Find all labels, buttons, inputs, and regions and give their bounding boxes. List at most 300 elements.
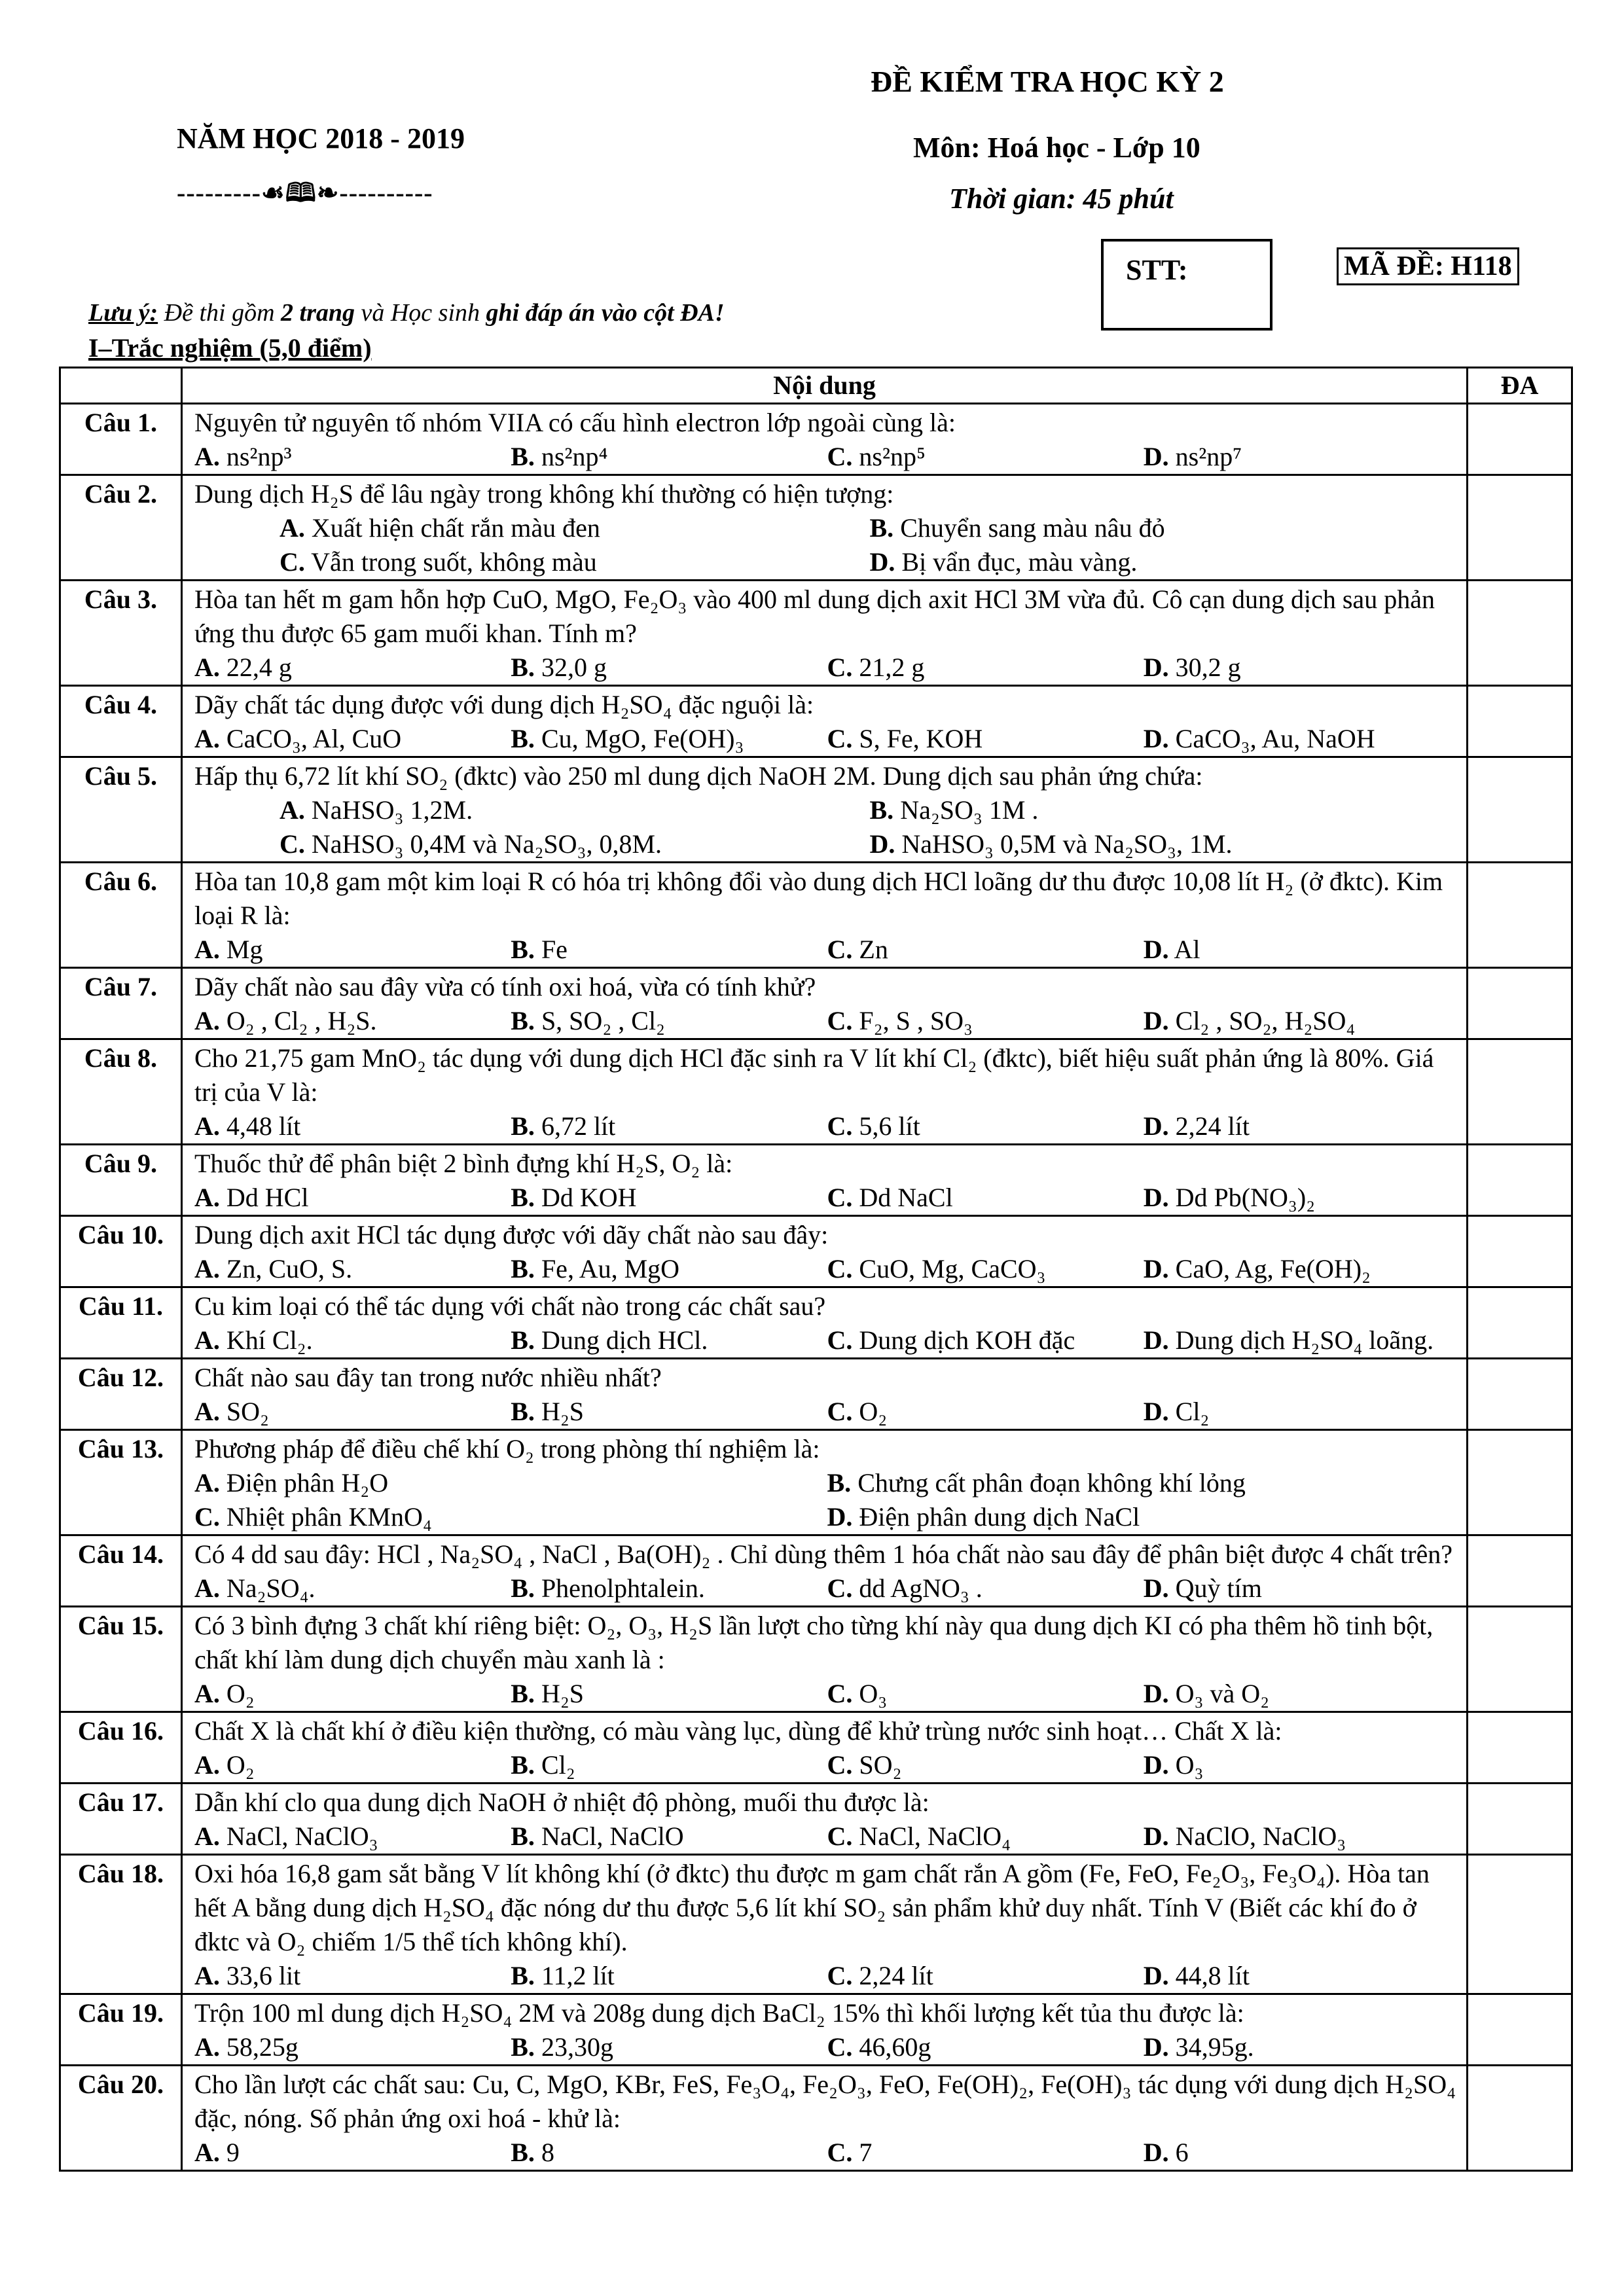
- answer-cell[interactable]: [1468, 686, 1572, 757]
- answer-options: [194, 511, 1460, 579]
- question-row: [60, 475, 1572, 581]
- answer-option: [827, 1395, 1144, 1429]
- answer-option: [194, 1959, 511, 1993]
- answer-option: [194, 440, 511, 474]
- question-row: [60, 2066, 1572, 2171]
- option-letter: B.: [511, 1183, 535, 1212]
- option-letter: A.: [194, 1679, 220, 1708]
- answer-cell[interactable]: [1468, 1216, 1572, 1287]
- option-text: Cu, MgO, Fe(OH)₃: [541, 724, 744, 753]
- option-letter: B.: [511, 935, 535, 964]
- option-letter: B.: [511, 1961, 535, 1990]
- question-number: Câu 12.: [60, 1359, 182, 1430]
- option-text: ns²np⁷: [1175, 442, 1242, 471]
- answer-option: [511, 1395, 827, 1429]
- question-stem: Dung dịch axit HCl tác dụng được với dãy chất nào sau đây:: [194, 1220, 829, 1249]
- answer-options: [194, 2136, 1460, 2170]
- answer-options: [194, 722, 1460, 756]
- option-letter: D.: [1143, 1573, 1169, 1603]
- answer-option: [827, 1959, 1144, 1993]
- option-letter: C.: [827, 653, 853, 682]
- answer-option: [194, 1323, 511, 1357]
- answer-option: [280, 827, 870, 861]
- option-text: Khí Cl₂.: [226, 1325, 313, 1355]
- question-stem: Thuốc thử để phân biệt 2 bình đựng khí H₂S, O₂ là:: [194, 1149, 733, 1178]
- option-letter: A.: [194, 1468, 220, 1498]
- answer-option: [511, 2136, 827, 2170]
- option-letter: C.: [827, 1679, 853, 1708]
- ornament-divider: ---------☙🕮❧----------: [177, 178, 433, 207]
- option-text: Dung dịch KOH đặc: [859, 1325, 1075, 1355]
- question-stem: Dẫn khí clo qua dung dịch NaOH ở nhiệt độ phòng, muối thu được là:: [194, 1787, 929, 1817]
- question-content: [182, 863, 1468, 968]
- option-text: Điện phân dung dịch NaCl: [859, 1502, 1140, 1532]
- answer-options: [194, 1323, 1460, 1357]
- option-letter: B.: [511, 653, 535, 682]
- exam-subject: Môn: Hoá học - Lớp 10: [913, 132, 1200, 164]
- option-text: Dd Pb(NO₃)₂: [1175, 1183, 1316, 1212]
- answer-cell[interactable]: [1468, 475, 1572, 581]
- stt-box: [1101, 239, 1272, 331]
- option-letter: B.: [511, 442, 535, 471]
- option-letter: D.: [1143, 1111, 1169, 1141]
- answer-options: [194, 1748, 1460, 1782]
- option-letter: B.: [511, 1397, 535, 1426]
- answer-option: [511, 1677, 827, 1711]
- option-text: 6: [1175, 2138, 1189, 2167]
- question-row: [60, 1855, 1572, 1994]
- question-number: Câu 13.: [60, 1430, 182, 1535]
- option-text: 7: [859, 2138, 873, 2167]
- answer-cell[interactable]: [1468, 581, 1572, 686]
- option-letter: A.: [194, 724, 220, 753]
- question-row: [60, 1359, 1572, 1430]
- option-letter: B.: [869, 795, 894, 825]
- option-letter: D.: [1143, 1006, 1169, 1035]
- answer-cell[interactable]: [1468, 757, 1572, 863]
- option-text: Zn, CuO, S.: [226, 1254, 353, 1283]
- option-letter: A.: [194, 1397, 220, 1426]
- question-stem: Hòa tan 10,8 gam một kim loại R có hóa trị không đổi vào dung dịch HCl loãng dư thu được 10,08 lít H₂ (ở đktc). Kim loại R là:: [194, 867, 1443, 930]
- answer-option: [827, 1500, 1460, 1534]
- option-letter: C.: [827, 1397, 853, 1426]
- option-letter: D.: [1143, 653, 1169, 682]
- option-letter: A.: [194, 1961, 220, 1990]
- question-number: Câu 8.: [60, 1039, 182, 1145]
- note-label: Lưu ý:: [88, 299, 158, 327]
- answer-option: [511, 1004, 827, 1038]
- option-letter: A.: [194, 1254, 220, 1283]
- note-instruction: ghi đáp án vào cột ĐA!: [486, 299, 725, 327]
- answer-option: [827, 440, 1144, 474]
- header-content: Nội dung: [182, 368, 1468, 404]
- answer-option: [511, 440, 827, 474]
- answer-cell[interactable]: [1468, 1430, 1572, 1535]
- answer-option: [827, 651, 1144, 685]
- note-text: Đề thi gồm: [158, 299, 281, 327]
- table-header-row: [60, 368, 1572, 404]
- answer-options: [194, 1181, 1460, 1215]
- option-text: ns²np⁵: [859, 442, 926, 471]
- answer-options: [194, 1466, 1460, 1534]
- option-text: O₃: [859, 1679, 888, 1708]
- answer-option: [827, 2030, 1144, 2064]
- answer-cell[interactable]: [1468, 1535, 1572, 1607]
- option-text: Quỳ tím: [1175, 1573, 1262, 1603]
- question-number: Câu 9.: [60, 1145, 182, 1216]
- option-letter: C.: [827, 1961, 853, 1990]
- question-stem: Cu kim loại có thể tác dụng với chất nào trong các chất sau?: [194, 1291, 826, 1321]
- answer-option: [870, 793, 1460, 827]
- question-number: Câu 3.: [60, 581, 182, 686]
- option-letter: D.: [1143, 1750, 1169, 1780]
- answer-option: [511, 1252, 827, 1286]
- option-letter: B.: [511, 1573, 535, 1603]
- option-text: Dung dịch H₂SO₄ loãng.: [1175, 1325, 1434, 1355]
- question-content: [182, 686, 1468, 757]
- option-text: SO₂: [226, 1397, 269, 1426]
- answer-option: [1144, 1004, 1460, 1038]
- answer-cell[interactable]: [1468, 1712, 1572, 1784]
- answer-option: [1144, 1109, 1460, 1143]
- option-text: CaCO₃, Al, CuO: [226, 724, 402, 753]
- answer-option: [511, 722, 827, 756]
- answer-options: [194, 793, 1460, 861]
- option-text: O₂ , Cl₂ , H₂S.: [226, 1006, 377, 1035]
- option-text: NaHSO₃ 1,2M.: [311, 795, 473, 825]
- answer-option: [827, 1571, 1144, 1605]
- answer-options: [194, 1004, 1460, 1038]
- answer-option: [511, 1820, 827, 1854]
- option-text: H₂S: [541, 1679, 585, 1708]
- answer-options: [194, 2030, 1460, 2064]
- answer-cell[interactable]: [1468, 863, 1572, 968]
- question-stem: Cho lần lượt các chất sau: Cu, C, MgO, KBr, FeS, Fe₃O₄, Fe₂O₃, FeO, Fe(OH)₂, Fe(OH)₃ tác dụng với dung dịch H₂SO₄ đặc, nóng. Số phản ứng oxi hoá - khử là:: [194, 2070, 1456, 2133]
- option-text: Cl₂: [541, 1750, 575, 1780]
- option-letter: C.: [827, 442, 853, 471]
- answer-option: [280, 545, 870, 579]
- answer-option: [1144, 2136, 1460, 2170]
- answer-option: [1144, 1395, 1460, 1429]
- option-letter: C.: [827, 2138, 853, 2167]
- question-stem: Dãy chất tác dụng được với dung dịch H₂SO₄ đặc nguội là:: [194, 690, 814, 719]
- option-text: 5,6 lít: [859, 1111, 920, 1141]
- answer-option: [511, 1748, 827, 1782]
- option-letter: A.: [194, 442, 220, 471]
- answer-cell[interactable]: [1468, 1039, 1572, 1145]
- option-letter: D.: [869, 547, 895, 577]
- question-content: [182, 1855, 1468, 1994]
- question-stem: Hòa tan hết m gam hỗn hợp CuO, MgO, Fe₂O₃ vào 400 ml dung dịch axit HCl 3M vừa đủ. Cô cạn dung dịch sau phản ứng thu được 65 gam muối khan. Tính m?: [194, 584, 1435, 648]
- answer-option: [194, 2136, 511, 2170]
- answer-option: [827, 1677, 1144, 1711]
- question-stem: Chất X là chất khí ở điều kiện thường, có màu vàng lục, dùng để khử trùng nước sinh hoạt… Chất X là:: [194, 1716, 1282, 1746]
- option-letter: C.: [827, 1183, 853, 1212]
- answer-option: [1144, 1748, 1460, 1782]
- question-content: [182, 1145, 1468, 1216]
- answer-option: [194, 651, 511, 685]
- option-text: 34,95g.: [1175, 2032, 1254, 2062]
- option-text: 23,30g: [541, 2032, 613, 2062]
- option-letter: D.: [827, 1502, 853, 1532]
- answer-cell[interactable]: [1468, 968, 1572, 1039]
- option-text: Nhiệt phân KMnO₄: [226, 1502, 432, 1532]
- option-letter: B.: [511, 1679, 535, 1708]
- answer-cell[interactable]: [1468, 2066, 1572, 2171]
- answer-option: [511, 2030, 827, 2064]
- question-stem: Hấp thụ 6,72 lít khí SO₂ (đktc) vào 250 ml dung dịch NaOH 2M. Dung dịch sau phản ứng chứa:: [194, 761, 1203, 791]
- option-text: NaCl, NaClO: [541, 1821, 684, 1851]
- stt-label: STT:: [1126, 254, 1188, 286]
- question-row: [60, 686, 1572, 757]
- question-row: [60, 1145, 1572, 1216]
- option-text: 11,2 lít: [541, 1961, 615, 1990]
- answer-cell[interactable]: [1468, 404, 1572, 475]
- option-letter: C.: [280, 547, 305, 577]
- answer-option: [827, 722, 1144, 756]
- option-letter: B.: [511, 1254, 535, 1283]
- option-letter: D.: [1143, 1397, 1169, 1426]
- option-text: Điện phân H₂O: [226, 1468, 389, 1498]
- option-letter: C.: [280, 829, 305, 859]
- option-letter: B.: [511, 1006, 535, 1035]
- option-letter: B.: [869, 513, 894, 543]
- question-row: [60, 757, 1572, 863]
- answer-option: [194, 1395, 511, 1429]
- option-text: Xuất hiện chất rắn màu đen: [311, 513, 600, 543]
- question-stem: Nguyên tử nguyên tố nhóm VIIA có cấu hình electron lớp ngoài cùng là:: [194, 408, 956, 437]
- answer-cell[interactable]: [1468, 1287, 1572, 1359]
- question-row: [60, 1216, 1572, 1287]
- question-content: [182, 1287, 1468, 1359]
- questions-table: [59, 367, 1573, 2172]
- option-letter: A.: [194, 1006, 220, 1035]
- option-letter: D.: [1143, 724, 1169, 753]
- option-letter: B.: [511, 1325, 535, 1355]
- header-empty-cell: [60, 368, 182, 404]
- option-text: H₂S: [541, 1397, 585, 1426]
- option-text: NaCl, NaClO₄: [859, 1821, 1011, 1851]
- question-row: [60, 968, 1572, 1039]
- option-text: Dd NaCl: [859, 1183, 953, 1212]
- answer-option: [194, 1677, 511, 1711]
- option-letter: D.: [1143, 1961, 1169, 1990]
- question-content: [182, 1359, 1468, 1430]
- exam-title: ĐỀ KIỂM TRA HỌC KỲ 2: [871, 65, 1224, 98]
- question-stem: Có 4 dd sau đây: HCl , Na₂SO₄ , NaCl , Ba(OH)₂ . Chỉ dùng thêm 1 hóa chất nào sau đây để phân biệt được 4 chất trên?: [194, 1539, 1453, 1569]
- option-text: 46,60g: [859, 2032, 931, 2062]
- question-row: [60, 404, 1572, 475]
- answer-option: [1144, 933, 1460, 967]
- answer-option: [870, 545, 1460, 579]
- note-pages: 2 trang: [281, 299, 355, 327]
- answer-option: [1144, 651, 1460, 685]
- answer-option: [194, 1466, 827, 1500]
- option-letter: C.: [827, 1325, 853, 1355]
- school-year: NĂM HỌC 2018 - 2019: [177, 122, 465, 154]
- question-row: [60, 1039, 1572, 1145]
- option-letter: C.: [827, 1750, 853, 1780]
- question-content: [182, 968, 1468, 1039]
- option-text: dd AgNO₃ .: [859, 1573, 983, 1603]
- question-number: Câu 16.: [60, 1712, 182, 1784]
- question-number: Câu 6.: [60, 863, 182, 968]
- answer-cell[interactable]: [1468, 1855, 1572, 1994]
- option-text: 22,4 g: [226, 653, 292, 682]
- option-text: 58,25g: [226, 2032, 298, 2062]
- option-letter: D.: [1143, 1821, 1169, 1851]
- option-letter: B.: [511, 2138, 535, 2167]
- option-text: CuO, Mg, CaCO₃: [859, 1254, 1046, 1283]
- option-letter: D.: [1143, 2138, 1169, 2167]
- option-text: O₃ và O₂: [1175, 1679, 1270, 1708]
- option-letter: D.: [1143, 935, 1169, 964]
- option-text: Dung dịch HCl.: [541, 1325, 708, 1355]
- option-letter: C.: [827, 1573, 853, 1603]
- option-letter: C.: [827, 935, 853, 964]
- option-letter: D.: [1143, 1183, 1169, 1212]
- option-text: Chuyển sang màu nâu đỏ: [900, 513, 1165, 543]
- option-letter: C.: [827, 1111, 853, 1141]
- option-letter: D.: [1143, 1679, 1169, 1708]
- option-letter: A.: [194, 1750, 220, 1780]
- question-number: Câu 7.: [60, 968, 182, 1039]
- answer-option: [1144, 1820, 1460, 1854]
- answer-option: [194, 722, 511, 756]
- option-letter: D.: [1143, 442, 1169, 471]
- question-content: [182, 1607, 1468, 1712]
- answer-option: [194, 1820, 511, 1854]
- answer-option: [511, 1959, 827, 1993]
- option-letter: A.: [194, 653, 220, 682]
- answer-option: [827, 1820, 1144, 1854]
- option-letter: A.: [280, 513, 305, 543]
- exam-duration: Thời gian: 45 phút: [949, 183, 1174, 215]
- option-text: CaCO₃, Au, NaOH: [1175, 724, 1375, 753]
- answer-option: [194, 1252, 511, 1286]
- answer-options: [194, 1109, 1460, 1143]
- option-letter: D.: [1143, 1254, 1169, 1283]
- option-letter: A.: [194, 935, 220, 964]
- answer-option: [194, 1748, 511, 1782]
- option-letter: B.: [511, 1111, 535, 1141]
- option-text: 32,0 g: [541, 653, 607, 682]
- answer-option: [1144, 1181, 1460, 1215]
- question-row: [60, 581, 1572, 686]
- question-content: [182, 581, 1468, 686]
- option-text: 2,24 lít: [859, 1961, 933, 1990]
- answer-option: [1144, 2030, 1460, 2064]
- option-letter: C.: [827, 1006, 853, 1035]
- option-text: Al: [1174, 935, 1200, 964]
- answer-options: [194, 651, 1460, 685]
- option-letter: C.: [827, 1821, 853, 1851]
- answer-option: [511, 933, 827, 967]
- option-letter: C.: [827, 2032, 853, 2062]
- answer-option: [827, 1748, 1144, 1782]
- note-mid: và Học sinh: [355, 299, 486, 327]
- option-text: Cl₂ , SO₂, H₂SO₄: [1175, 1006, 1356, 1035]
- question-stem: Phương pháp để điều chế khí O₂ trong phòng thí nghiệm là:: [194, 1434, 820, 1463]
- answer-option: [870, 511, 1460, 545]
- answer-option: [827, 933, 1144, 967]
- option-letter: B.: [511, 1750, 535, 1780]
- answer-cell[interactable]: [1468, 1607, 1572, 1712]
- answer-option: [1144, 1323, 1460, 1357]
- option-letter: D.: [869, 829, 895, 859]
- question-number: Câu 17.: [60, 1784, 182, 1855]
- question-content: [182, 1535, 1468, 1607]
- question-number: Câu 5.: [60, 757, 182, 863]
- answer-option: [280, 793, 870, 827]
- option-text: Na₂SO₃ 1M .: [900, 795, 1039, 825]
- question-content: [182, 1994, 1468, 2066]
- answer-options: [194, 1677, 1460, 1711]
- option-text: 33,6 lit: [226, 1961, 301, 1990]
- option-text: Vẫn trong suốt, không màu: [311, 547, 597, 577]
- option-text: Bị vẩn đục, màu vàng.: [901, 547, 1138, 577]
- question-row: [60, 1430, 1572, 1535]
- answer-option: [511, 1181, 827, 1215]
- question-content: [182, 1784, 1468, 1855]
- question-row: [60, 1994, 1572, 2066]
- option-text: Chưng cất phân đoạn không khí lỏng: [857, 1468, 1246, 1498]
- answer-option: [194, 1109, 511, 1143]
- question-row: [60, 1712, 1572, 1784]
- option-letter: D.: [1143, 2032, 1169, 2062]
- answer-option: [194, 1571, 511, 1605]
- answer-option: [1144, 440, 1460, 474]
- answer-option: [827, 1252, 1144, 1286]
- answer-cell[interactable]: [1468, 1784, 1572, 1855]
- option-text: NaHSO₃ 0,4M và Na₂SO₃, 0,8M.: [311, 829, 662, 859]
- answer-option: [194, 1500, 827, 1534]
- answer-cell[interactable]: [1468, 1359, 1572, 1430]
- question-content: [182, 475, 1468, 581]
- answer-option: [1144, 1959, 1460, 1993]
- question-content: [182, 2066, 1468, 2171]
- answer-option: [827, 2136, 1144, 2170]
- option-text: 9: [226, 2138, 240, 2167]
- option-letter: B.: [511, 1821, 535, 1851]
- answer-option: [827, 1181, 1144, 1215]
- option-text: 21,2 g: [859, 653, 925, 682]
- header-answer: ĐA: [1468, 368, 1572, 404]
- option-letter: A.: [194, 1183, 220, 1212]
- answer-cell[interactable]: [1468, 1145, 1572, 1216]
- option-text: Fe: [541, 935, 568, 964]
- option-text: ns²np³: [226, 442, 292, 471]
- option-letter: C.: [827, 724, 853, 753]
- option-text: 8: [541, 2138, 554, 2167]
- answer-options: [194, 1571, 1460, 1605]
- question-row: [60, 1535, 1572, 1607]
- answer-option: [194, 1004, 511, 1038]
- question-content: [182, 1430, 1468, 1535]
- option-text: Zn: [859, 935, 888, 964]
- question-number: Câu 10.: [60, 1216, 182, 1287]
- answer-cell[interactable]: [1468, 1994, 1572, 2066]
- question-row: [60, 1287, 1572, 1359]
- question-stem: Trộn 100 ml dung dịch H₂SO₄ 2M và 208g dung dịch BaCl₂ 15% thì khối lượng kết tủa thu được là:: [194, 1998, 1244, 2028]
- option-text: NaCl, NaClO₃: [226, 1821, 378, 1851]
- option-text: 6,72 lít: [541, 1111, 616, 1141]
- question-number: Câu 15.: [60, 1607, 182, 1712]
- option-text: Phenolphtalein.: [541, 1573, 705, 1603]
- section-title: I–Trắc nghiệm (5,0 điểm): [88, 333, 372, 363]
- question-number: Câu 4.: [60, 686, 182, 757]
- questions-body: [60, 404, 1572, 2171]
